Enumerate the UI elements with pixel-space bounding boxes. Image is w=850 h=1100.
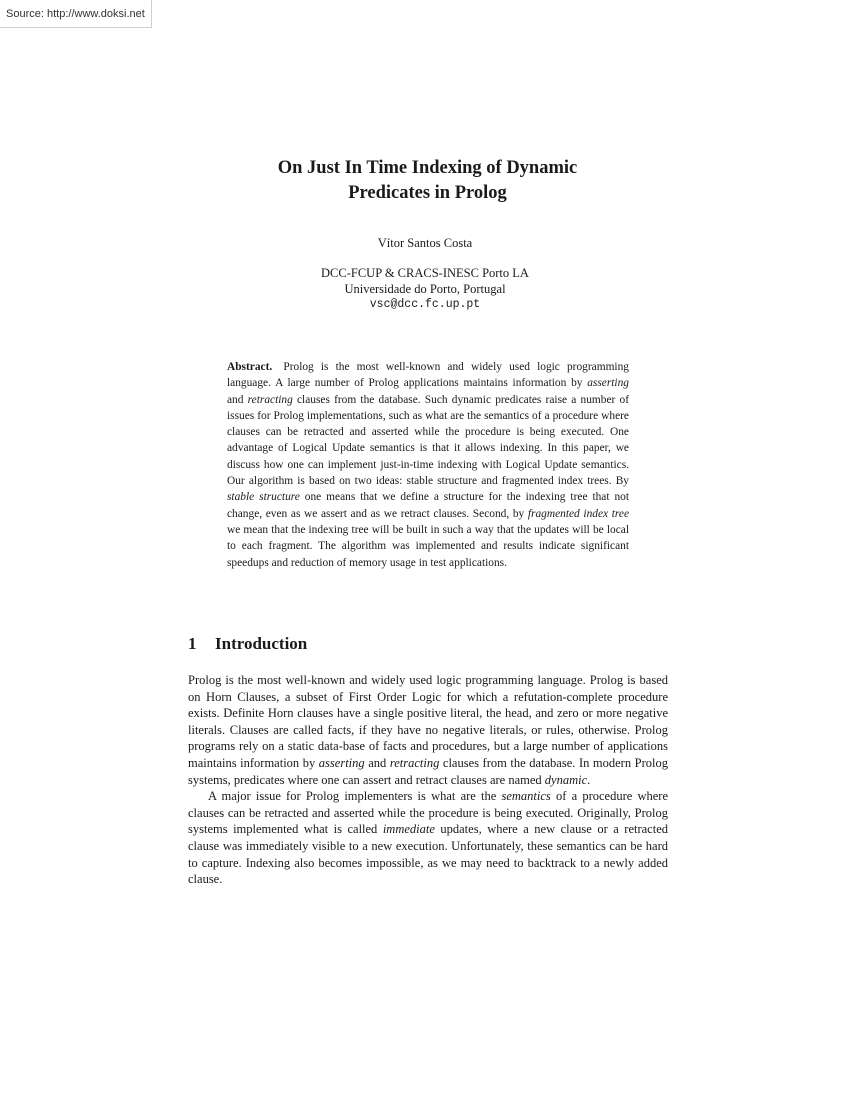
section-number: 1 xyxy=(188,634,197,653)
source-label: Source: xyxy=(6,8,44,20)
title-line-2: Predicates in Prolog xyxy=(348,183,507,203)
abstract-text: one means that we define a structure for the indexing tree that not change, even as we assert and as we retract clauses. Second, by xyxy=(227,491,630,520)
paragraph-text: A major issue for Prolog implementers is what are the xyxy=(208,789,502,804)
abstract-emphasis: fragmented index tree xyxy=(527,507,629,520)
emphasis: immediate xyxy=(382,822,435,837)
section-heading xyxy=(188,634,307,654)
affiliation xyxy=(0,265,850,313)
title-line-1: On Just In Time Indexing of Dynamic xyxy=(277,158,578,178)
emphasis: retracting xyxy=(389,755,440,770)
affiliation-line-2: Universidade do Porto, Portugal xyxy=(344,282,506,296)
abstract-text: we mean that the indexing tree will be built in such a way that the updates will be local to each fragment. The algorithm was implemented and results indicate significant speedups and reduction of memory usage in test applications. xyxy=(227,523,629,569)
paragraph-text: Prolog is the most well-known and widely used logic programming language. Prolog is based on Horn Clauses, a subset of First Order Logic for which a refutation-complete procedure exists. Definite Horn clauses have a single positive literal, the head, and zero or more negative literals. Clauses are called facts, if they have no negative literals, or rules, otherwise. Prolog programs rely on a static data-base of facts and procedures, but a large number of applications maintains information by xyxy=(188,673,668,770)
abstract-text: and xyxy=(227,393,248,406)
abstract-emphasis: retracting xyxy=(247,393,293,406)
paragraph xyxy=(188,672,668,788)
emphasis: semantics xyxy=(501,789,551,804)
abstract-text: Prolog is the most well-known and widely used logic programming language. A large number of Prolog applications maintains information by xyxy=(227,361,629,390)
paragraph-text: clauses from the database. In modern Prolog systems, predicates where one can assert and retract clauses are named xyxy=(188,755,668,787)
author-name: Vítor Santos Costa xyxy=(377,236,473,250)
paragraph-text: updates, where a new clause or a retracted clause was immediately visible to a new execution. Unfortunately, these semantics can be hard to capture. Indexing also becomes impossible, as we may need to backtrack to a newly added clause. xyxy=(188,822,668,887)
affiliation-line-1: DCC-FCUP & CRACS-INESC Porto LA xyxy=(321,266,529,280)
abstract-label: Abstract. xyxy=(227,361,273,373)
source-watermark xyxy=(0,0,152,28)
abstract-emphasis: stable structure xyxy=(227,491,300,504)
paragraph-text: of a procedure where clauses can be retracted and asserted while the procedure is being executed. Originally, Prolog systems implemented what is called xyxy=(188,789,669,837)
section-title: Introduction xyxy=(215,634,308,653)
abstract-emphasis: asserting xyxy=(587,377,629,390)
abstract-text: clauses from the database. Such dynamic predicates raise a number of issues for Prolog implementations, such as what are the semantics of a procedure where clauses can be retracted and asserted while the procedure is being executed. One advantage of Logical Update semantics is that it allows indexing. In this paper, we discuss how one can implement just-in-time indexing with Logical Update semantics. Our algorithm is based on two ideas: stable structure and fragmented index trees. By xyxy=(227,393,629,488)
abstract xyxy=(227,359,629,571)
paragraph xyxy=(188,788,668,888)
paper-title xyxy=(200,156,655,206)
emphasis: asserting xyxy=(318,755,365,770)
author-email[interactable]: vsc@dcc.fc.up.pt xyxy=(369,298,481,311)
paragraph-text: and xyxy=(364,755,390,770)
section-body xyxy=(188,672,668,888)
paragraph-text: . xyxy=(587,772,591,787)
source-link[interactable]: http://www.doksi.net xyxy=(46,8,145,20)
emphasis: dynamic xyxy=(544,772,588,787)
